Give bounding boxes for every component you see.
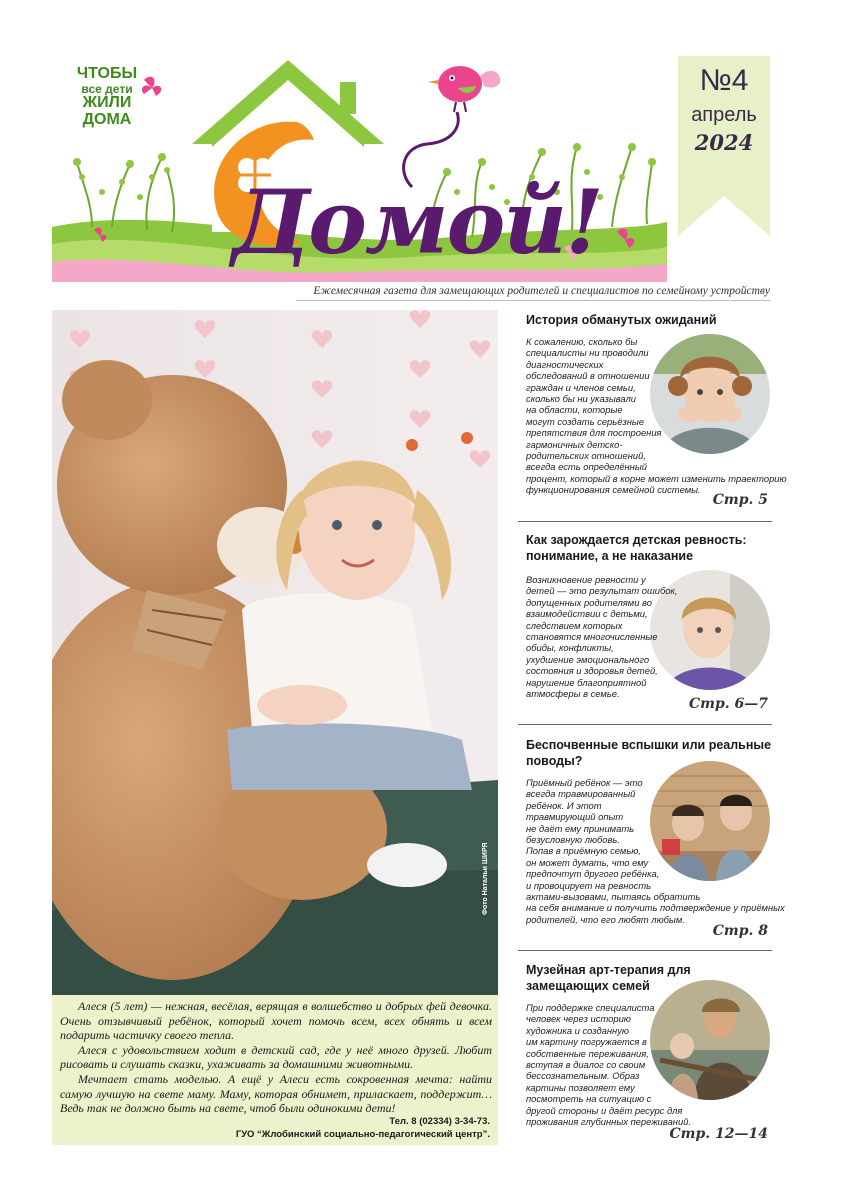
- article-divider: [518, 950, 772, 951]
- issue-badge: [678, 56, 770, 236]
- article-excerpt-line: При поддержке специалиста: [526, 1002, 655, 1013]
- article-excerpt-line: граждан и членов семьи,: [526, 381, 636, 393]
- issue-month: апрель: [691, 104, 757, 126]
- article-excerpt-line: гармоничных детско-: [526, 438, 623, 450]
- article-excerpt-line: всегда травмированный: [526, 788, 636, 800]
- article-excerpt-line: ребёнок. И этот: [526, 799, 602, 811]
- article-title-line: История обманутых ожиданий: [526, 313, 717, 327]
- article-excerpt-line: собственные переживания,: [526, 1047, 649, 1059]
- photo-credit: Фото Натальи ШИРЯ: [482, 842, 489, 915]
- article-excerpt-line: следствием которых: [526, 619, 623, 631]
- article-excerpt-line: атмосферы в семье.: [526, 688, 620, 700]
- article-excerpt-line: не даёт ему принимать: [526, 822, 635, 834]
- cover-photo: [52, 310, 498, 995]
- article-page-ref[interactable]: Стр. 8: [712, 923, 768, 939]
- article-excerpt-line: Приёмный ребёнок — это: [526, 777, 643, 788]
- article-excerpt-line: картины позволяет ему: [526, 1081, 635, 1093]
- slogan-line-3: ЖИЛИ: [82, 94, 132, 112]
- article-excerpt-line: человек через историю: [526, 1013, 631, 1025]
- article-excerpt-line: специалисты ни проводили: [526, 347, 649, 359]
- caption-paragraph-1: Алеся (5 лет) — нежная, весёлая, верящая в волшебство и добрых фей девочка. Очень отзывчивый ребёнок, который хочет помочь всем, всех обнять и всем подарить частичку своего тепла.: [60, 999, 492, 1043]
- caption-paragraph-2: Алеся с удовольствием ходит в детский сад, где у неё много друзей. Любит рисовать и слушать сказки, ухаживать за домашними животными.: [60, 1042, 492, 1072]
- article-excerpt-line: К сожалению, сколько бы: [526, 336, 638, 347]
- article-excerpt-line: им картину погружается в: [526, 1036, 647, 1048]
- contact-organization: ГУО “Жлобинский социально-педагогический центр”.: [235, 1129, 490, 1140]
- slogan: [72, 66, 142, 129]
- article-excerpt-line: ухудшение эмоционального: [526, 653, 650, 665]
- article-excerpt-line: Попав в приёмную семью,: [526, 845, 641, 857]
- article-excerpt: [526, 1002, 691, 1127]
- article-excerpt-line: сколько бы ни указывали: [526, 393, 637, 405]
- article-excerpt-line: художника и созданную: [526, 1024, 629, 1036]
- article-excerpt-line: препятствия для построения: [526, 427, 662, 439]
- slogan-line-2: все дети: [81, 81, 133, 96]
- article-excerpt-line: безусловную любовь.: [526, 834, 620, 846]
- article-excerpt-line: проживания глубинных переживаний.: [526, 1116, 691, 1128]
- article-title-line: поводы?: [526, 754, 583, 768]
- article-title-line: Как зарождается детская ревность:: [526, 533, 747, 547]
- article-excerpt: [526, 336, 787, 496]
- article-excerpt-line: допущенных родителями во: [526, 596, 652, 608]
- article-excerpt-line: посмотреть на ситуацию с: [526, 1093, 652, 1105]
- tagline: Ежемесячная газета для замещающих родителей и специалистов по семейному устройству: [313, 285, 770, 297]
- article-excerpt: [526, 574, 677, 699]
- tagline-divider: [296, 300, 770, 301]
- article-page-ref[interactable]: Стр. 12—14: [669, 1126, 768, 1142]
- logo-title: Домой!: [232, 170, 602, 274]
- article-title: [526, 532, 747, 564]
- article-excerpt-line: взаимодействии с детьми,: [526, 608, 648, 620]
- article-page-ref[interactable]: Стр. 5: [712, 492, 768, 508]
- article-excerpt-line: другой стороны и даёт ресурс для: [526, 1104, 683, 1116]
- article-teaser-2[interactable]: [518, 530, 772, 720]
- article-excerpt-line: родителей, что его любят любым.: [526, 913, 685, 925]
- article-excerpt-line: бессознательным. Образ: [526, 1070, 640, 1082]
- article-excerpt: [526, 777, 785, 925]
- article-excerpt-line: обиды, конфликты,: [526, 642, 614, 654]
- article-excerpt-line: могут создать серьёзные: [526, 415, 645, 427]
- article-title-line: Музейная арт-терапия для: [526, 963, 691, 977]
- cover-photo-illustration: [52, 310, 498, 995]
- article-excerpt-line: функционирования семейной системы.: [526, 484, 701, 496]
- article-teaser-3[interactable]: [518, 735, 785, 947]
- article-title-line: замещающих семей: [526, 979, 650, 993]
- article-excerpt-line: актами-вызовами, пытаясь обратить: [526, 891, 701, 903]
- issue-year: 2024: [694, 130, 754, 155]
- article-excerpt-line: всегда есть определённый: [526, 461, 647, 473]
- article-title-line: понимание, а не наказание: [526, 549, 694, 563]
- issue-number: №4: [699, 64, 749, 97]
- article-teaser-1[interactable]: [518, 310, 787, 520]
- butterfly-icon: [142, 77, 161, 96]
- article-excerpt-line: детей — это результат ошибок,: [526, 585, 678, 597]
- article-title: [526, 312, 717, 328]
- contact-phone: Тел. 8 (02334) 3-34-73.: [389, 1116, 490, 1127]
- article-excerpt-line: родительских отношений,: [526, 450, 646, 462]
- slogan-line-1: ЧТОБЫ: [76, 65, 138, 82]
- article-page-ref[interactable]: Стр. 6—7: [689, 696, 768, 712]
- article-excerpt-line: процент, который в корне может изменить траекторию: [526, 472, 787, 484]
- photo-caption: [52, 995, 498, 1145]
- article-excerpt-line: он может думать, что ему: [526, 856, 649, 868]
- article-divider: [518, 521, 772, 522]
- article-excerpt-line: нарушение благоприятной: [526, 676, 647, 688]
- article-excerpt-line: состояния и здоровья детей,: [526, 665, 658, 677]
- article-teaser-4[interactable]: [518, 960, 772, 1150]
- article-excerpt-line: обследований в отношении: [526, 370, 650, 382]
- article-excerpt-line: и провоцирует на ревность: [526, 879, 652, 891]
- slogan-line-4: ДОМА: [82, 111, 132, 129]
- article-excerpt-line: вступая в диалог со своим: [526, 1059, 646, 1071]
- article-excerpt-line: диагностических: [526, 358, 604, 370]
- article-excerpt-line: Возникновение ревности у: [526, 574, 646, 585]
- article-divider: [518, 724, 772, 725]
- article-excerpt-line: на себя внимание и получить подтверждение у приёмных: [526, 902, 785, 914]
- article-excerpt-line: предпочтут другого ребёнка,: [526, 868, 660, 880]
- masthead: [52, 52, 667, 282]
- article-excerpt-line: на области, которые: [526, 404, 623, 416]
- article-title-line: Беспочвенные вспышки или реальные: [526, 738, 772, 752]
- caption-paragraph-3: Мечтает стать моделью. А ещё у Алеси есть сокровенная мечта: найти самую лучшую на свете маму. Маму, которая обнимет, приласкает, поддержит… Ведь так не должно быть на свете, чтоб были одинокими дети!: [60, 1071, 492, 1116]
- article-excerpt-line: становятся многочисленные: [526, 631, 658, 643]
- article-excerpt-line: травмирующий опыт: [526, 811, 624, 823]
